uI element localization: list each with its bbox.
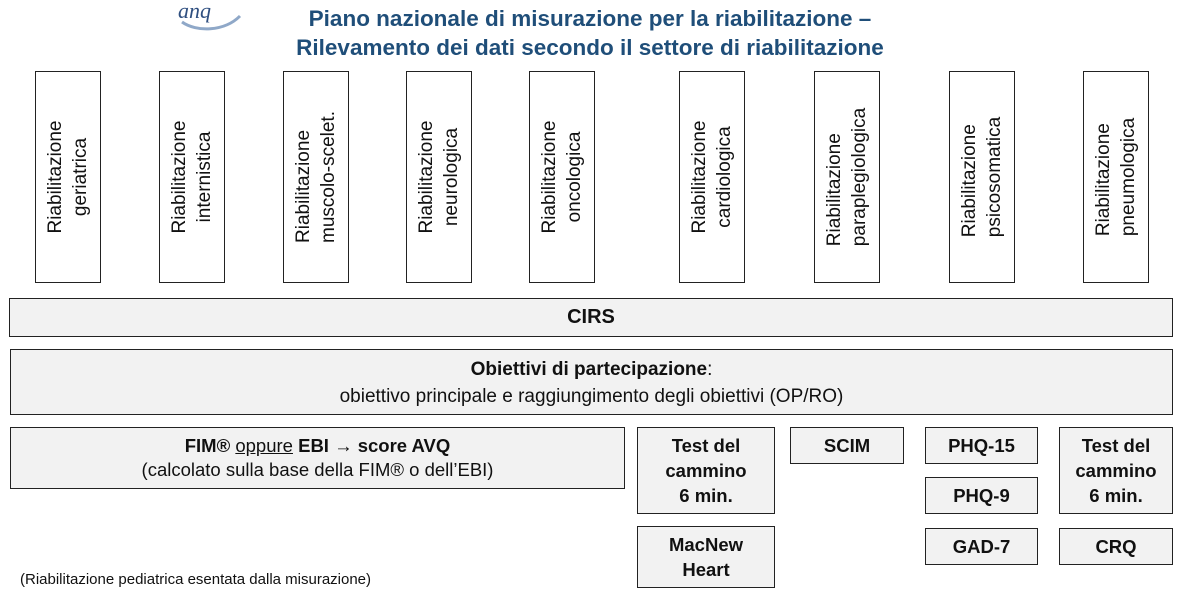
objectives-title: Obiettivi di partecipazione bbox=[470, 359, 708, 380]
fim-label: FIM® bbox=[184, 435, 236, 456]
sector-internistica bbox=[159, 71, 225, 283]
sector-label-line1: Riabilitazione bbox=[824, 133, 845, 247]
crq-label: CRQ bbox=[1095, 536, 1137, 557]
sector-neurologica bbox=[406, 71, 472, 283]
walk-test-pneumo-box bbox=[1059, 427, 1173, 514]
sector-label-line1: Riabilitazione bbox=[539, 120, 560, 234]
walk-test-cardio-box bbox=[637, 427, 775, 514]
footnote: (Riabilitazione pediatrica esentata dalla misurazione) bbox=[20, 571, 372, 588]
walk-test-line1: Test del bbox=[1081, 435, 1151, 456]
sector-psicosomatica bbox=[949, 71, 1015, 283]
walk-test-line2: cammino bbox=[665, 460, 747, 481]
sector-label-line2: internistica bbox=[194, 131, 215, 223]
gad7-box bbox=[925, 528, 1038, 565]
walk-test-line1: Test del bbox=[671, 435, 741, 456]
logo-text: anq bbox=[178, 0, 211, 23]
page-title bbox=[150, 4, 1030, 62]
macnew-line1: MacNew bbox=[668, 534, 744, 555]
sector-label-line1: Riabilitazione bbox=[1093, 123, 1114, 237]
fim-note: (calcolato sulla base della FIM® o dell’EBI) bbox=[141, 459, 494, 480]
objectives-bar bbox=[10, 349, 1173, 415]
phq9-label: PHQ-9 bbox=[953, 485, 1010, 506]
walk-test-line3: 6 min. bbox=[1089, 485, 1143, 506]
sector-label-line1: Riabilitazione bbox=[293, 129, 314, 243]
objectives-colon: : bbox=[707, 359, 713, 380]
macnew-line2: Heart bbox=[682, 559, 730, 580]
sector-pneumologica bbox=[1083, 71, 1149, 283]
walk-test-line2: cammino bbox=[1075, 460, 1157, 481]
fim-score-label: EBI → score AVQ bbox=[292, 435, 451, 456]
sector-label-line1: Riabilitazione bbox=[689, 120, 710, 234]
cirs-bar bbox=[9, 298, 1173, 337]
crq-box bbox=[1059, 528, 1173, 565]
phq9-box bbox=[925, 477, 1038, 514]
sector-oncologica bbox=[529, 71, 595, 283]
phq15-box bbox=[925, 427, 1038, 464]
sector-geriatrica bbox=[35, 71, 101, 283]
cirs-label: CIRS bbox=[567, 306, 615, 328]
fim-oppure: oppure bbox=[235, 435, 293, 456]
sector-label-line2: psicosomatica bbox=[984, 116, 1005, 238]
sector-label-line2: muscolo-scelet. bbox=[318, 111, 339, 243]
title-line-2: Rilevamento dei dati secondo il settore di riabilitazione bbox=[296, 35, 884, 60]
sector-muscolo-scheletrica bbox=[283, 71, 349, 283]
sector-paraplegiologica bbox=[814, 71, 880, 283]
sector-label-line2: neurologica bbox=[441, 127, 462, 227]
phq15-label: PHQ-15 bbox=[948, 435, 1015, 456]
scim-label: SCIM bbox=[823, 435, 871, 456]
sector-label-line2: paraplegiologica bbox=[849, 107, 870, 247]
sector-label-line1: Riabilitazione bbox=[169, 120, 190, 234]
sector-label-line1: Riabilitazione bbox=[416, 120, 437, 234]
scim-box bbox=[790, 427, 904, 464]
sector-label-line1: Riabilitazione bbox=[959, 124, 980, 238]
title-line-1: Piano nazionale di misurazione per la riabilitazione – bbox=[308, 6, 872, 31]
sector-label-line1: Riabilitazione bbox=[45, 120, 66, 234]
macnew-heart-box bbox=[637, 526, 775, 588]
sector-label-line2: oncologica bbox=[564, 131, 585, 223]
objectives-subtitle: obiettivo principale e raggiungimento degli obiettivi (OP/RO) bbox=[339, 386, 844, 407]
sector-label-line2: cardiologica bbox=[714, 126, 735, 228]
walk-test-line3: 6 min. bbox=[679, 485, 733, 506]
sector-cardiologica bbox=[679, 71, 745, 283]
sector-label-line2: pneumologica bbox=[1118, 117, 1139, 237]
gad7-label: GAD-7 bbox=[952, 536, 1011, 557]
sector-label-line2: geriatrica bbox=[70, 137, 91, 217]
fim-ebi-box bbox=[10, 427, 625, 489]
